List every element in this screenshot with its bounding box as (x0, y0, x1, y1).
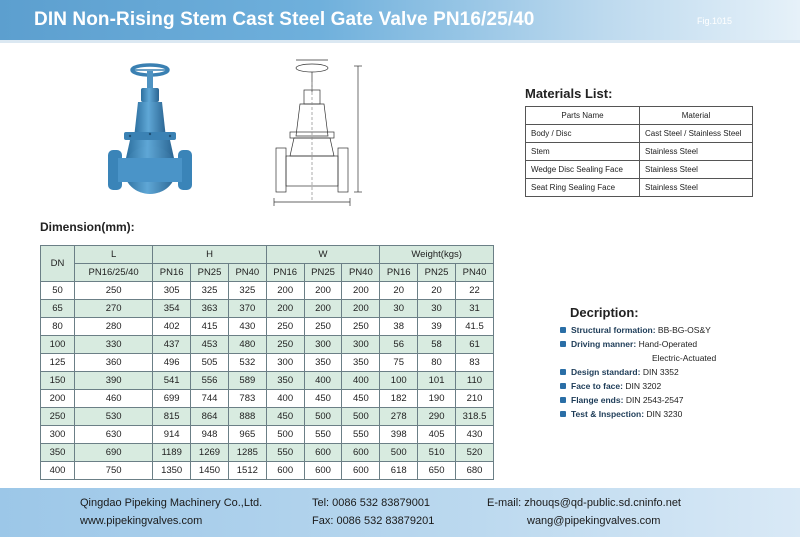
dim-cell: 450 (304, 390, 342, 408)
dim-cell: 453 (191, 336, 229, 354)
dim-cell: 460 (75, 390, 153, 408)
dim-cell: 30 (380, 300, 418, 318)
dim-cell: 39 (418, 318, 456, 336)
table-row (526, 179, 753, 197)
dim-cell: 50 (41, 282, 75, 300)
dim-cell: 100 (41, 336, 75, 354)
dim-header-w: W (266, 246, 380, 264)
table-row (41, 318, 494, 336)
dim-cell: 600 (342, 462, 380, 480)
dim-cell: 278 (380, 408, 418, 426)
company-name: Qingdao Pipeking Machinery Co.,Ltd. (80, 497, 263, 509)
dim-cell: 520 (455, 444, 493, 462)
dim-cell: 815 (153, 408, 191, 426)
website-link[interactable]: www.pipekingvalves.com (80, 515, 203, 527)
dim-cell: 550 (266, 444, 304, 462)
dim-cell: 330 (75, 336, 153, 354)
dim-cell: 150 (41, 372, 75, 390)
dim-subheader: PN16/25/40 (75, 264, 153, 282)
table-row (41, 300, 494, 318)
dim-cell: 354 (153, 300, 191, 318)
table-row (526, 143, 753, 161)
dimension-table (40, 245, 494, 480)
dim-cell: 300 (342, 336, 380, 354)
table-row (41, 390, 494, 408)
dim-cell: 250 (266, 336, 304, 354)
list-item: Structural formation: BB-BG-OS&Y (560, 323, 716, 337)
dim-cell: 305 (153, 282, 191, 300)
dim-cell: 360 (75, 354, 153, 372)
dim-cell: 914 (153, 426, 191, 444)
description-title: Decription: (570, 305, 639, 320)
table-row (41, 462, 494, 480)
dim-cell: 530 (75, 408, 153, 426)
dim-cell: 41.5 (455, 318, 493, 336)
dim-cell: 300 (41, 426, 75, 444)
dim-cell: 58 (418, 336, 456, 354)
list-item: Face to face: DIN 3202 (560, 379, 716, 393)
dim-cell: 437 (153, 336, 191, 354)
dim-cell: 363 (191, 300, 229, 318)
table-row (41, 282, 494, 300)
dim-cell: 783 (228, 390, 266, 408)
dim-cell: 200 (41, 390, 75, 408)
dim-subheader: PN16 (153, 264, 191, 282)
dim-cell: 600 (304, 444, 342, 462)
dim-cell: 500 (342, 408, 380, 426)
dim-cell: 200 (342, 282, 380, 300)
dim-cell: 20 (380, 282, 418, 300)
dim-header-l: L (75, 246, 153, 264)
dim-subheader: PN16 (266, 264, 304, 282)
dim-cell: 210 (455, 390, 493, 408)
header-divider (0, 40, 800, 43)
figure-number: Fig.1015 (696, 16, 732, 26)
table-row (41, 444, 494, 462)
dim-cell: 110 (455, 372, 493, 390)
dim-cell: 200 (266, 300, 304, 318)
list-item: Flange ends: DIN 2543-2547 (560, 393, 716, 407)
dim-cell: 600 (304, 462, 342, 480)
dim-cell: 250 (75, 282, 153, 300)
materials-header-material: Material (640, 107, 753, 125)
dim-cell: 750 (75, 462, 153, 480)
dim-cell: 398 (380, 426, 418, 444)
description-list (560, 323, 716, 421)
dim-cell: 480 (228, 336, 266, 354)
dim-table-body (41, 282, 494, 480)
valve-photo (100, 58, 220, 208)
dim-cell: 350 (266, 372, 304, 390)
dim-cell: 556 (191, 372, 229, 390)
email-link[interactable]: E-mail: zhouqs@qd-public.sd.cninfo.net (487, 497, 681, 509)
dim-cell: 290 (418, 408, 456, 426)
dim-header-dn: DN (41, 246, 75, 282)
dim-cell: 65 (41, 300, 75, 318)
dim-cell: 190 (418, 390, 456, 408)
dim-cell: 22 (455, 282, 493, 300)
dim-cell: 400 (342, 372, 380, 390)
email-link-secondary[interactable]: wang@pipekingvalves.com (527, 515, 661, 527)
dim-cell: 300 (266, 354, 304, 372)
materials-cell: Stainless Steel (640, 143, 753, 161)
dim-cell: 600 (342, 444, 380, 462)
dim-cell: 80 (418, 354, 456, 372)
page-title: DIN Non-Rising Stem Cast Steel Gate Valve PN16/25/40 (34, 9, 535, 30)
dim-cell: 100 (380, 372, 418, 390)
table-row (41, 408, 494, 426)
materials-cell: Stainless Steel (640, 179, 753, 197)
dim-subheader: PN40 (455, 264, 493, 282)
dim-cell: 101 (418, 372, 456, 390)
materials-cell: Wedge Disc Sealing Face (526, 161, 640, 179)
footer-bar (0, 488, 800, 537)
dim-cell: 402 (153, 318, 191, 336)
dim-cell: 500 (304, 408, 342, 426)
dim-cell: 125 (41, 354, 75, 372)
dim-cell: 948 (191, 426, 229, 444)
dim-cell: 589 (228, 372, 266, 390)
bullet-square-icon (560, 411, 566, 417)
dim-cell: 405 (418, 426, 456, 444)
dim-cell: 510 (418, 444, 456, 462)
dim-cell: 415 (191, 318, 229, 336)
valve-technical-drawing (270, 52, 370, 210)
dim-cell: 200 (304, 282, 342, 300)
dim-cell: 318.5 (455, 408, 493, 426)
fax: Fax: 0086 532 83879201 (312, 515, 435, 527)
dim-cell: 1450 (191, 462, 229, 480)
bullet-square-icon (560, 369, 566, 375)
dim-cell: 690 (75, 444, 153, 462)
dim-cell: 550 (304, 426, 342, 444)
dim-cell: 75 (380, 354, 418, 372)
dim-cell: 280 (75, 318, 153, 336)
dim-subheader: PN25 (191, 264, 229, 282)
dim-cell: 450 (266, 408, 304, 426)
dim-cell: 965 (228, 426, 266, 444)
dim-subheader: PN25 (304, 264, 342, 282)
table-row (41, 354, 494, 372)
dim-cell: 350 (41, 444, 75, 462)
dim-cell: 888 (228, 408, 266, 426)
dim-cell: 200 (342, 300, 380, 318)
dim-subheader: PN40 (342, 264, 380, 282)
dim-cell: 500 (266, 426, 304, 444)
dim-cell: 400 (304, 372, 342, 390)
dim-cell: 430 (228, 318, 266, 336)
dim-cell: 550 (342, 426, 380, 444)
dim-subheader: PN16 (380, 264, 418, 282)
header-bar (0, 0, 800, 40)
telephone: Tel: 0086 532 83879001 (312, 497, 431, 509)
dim-header-h: H (153, 246, 267, 264)
dim-cell: 300 (304, 336, 342, 354)
dim-cell: 630 (75, 426, 153, 444)
dim-cell: 30 (418, 300, 456, 318)
table-row (41, 372, 494, 390)
dim-cell: 1285 (228, 444, 266, 462)
bullet-square-icon (560, 383, 566, 389)
dim-cell: 505 (191, 354, 229, 372)
dim-cell: 618 (380, 462, 418, 480)
materials-cell: Seat Ring Sealing Face (526, 179, 640, 197)
materials-table (525, 106, 753, 197)
table-row (41, 426, 494, 444)
materials-title: Materials List: (525, 86, 613, 101)
dim-cell: 182 (380, 390, 418, 408)
materials-cell: Body / Disc (526, 125, 640, 143)
bullet-square-icon (560, 327, 566, 333)
dim-subheader-row (41, 264, 494, 282)
dim-cell: 390 (75, 372, 153, 390)
dim-cell: 1269 (191, 444, 229, 462)
dim-subheader: PN40 (228, 264, 266, 282)
dim-cell: 61 (455, 336, 493, 354)
dim-cell: 250 (342, 318, 380, 336)
dim-cell: 270 (75, 300, 153, 318)
dim-cell: 400 (41, 462, 75, 480)
dim-cell: 744 (191, 390, 229, 408)
dim-cell: 650 (418, 462, 456, 480)
dim-cell: 56 (380, 336, 418, 354)
dim-cell: 500 (380, 444, 418, 462)
dim-header-weight: Weight(kgs) (380, 246, 494, 264)
dim-cell: 325 (228, 282, 266, 300)
materials-cell: Cast Steel / Stainless Steel (640, 125, 753, 143)
dim-cell: 250 (304, 318, 342, 336)
dim-cell: 38 (380, 318, 418, 336)
dim-cell: 370 (228, 300, 266, 318)
dim-cell: 350 (304, 354, 342, 372)
dim-cell: 541 (153, 372, 191, 390)
table-row (526, 125, 753, 143)
dim-cell: 430 (455, 426, 493, 444)
materials-header-parts: Parts Name (526, 107, 640, 125)
dim-subheader: PN25 (418, 264, 456, 282)
dim-cell: 31 (455, 300, 493, 318)
materials-cell: Stainless Steel (640, 161, 753, 179)
dim-cell: 1350 (153, 462, 191, 480)
dim-cell: 532 (228, 354, 266, 372)
list-item: Driving manner: Hand-Operated (560, 337, 716, 351)
dim-cell: 200 (266, 282, 304, 300)
dim-cell: 83 (455, 354, 493, 372)
dim-cell: 400 (266, 390, 304, 408)
dim-cell: 496 (153, 354, 191, 372)
bullet-square-icon (560, 397, 566, 403)
dim-cell: 80 (41, 318, 75, 336)
dim-cell: 699 (153, 390, 191, 408)
dim-cell: 250 (41, 408, 75, 426)
dim-cell: 450 (342, 390, 380, 408)
dim-cell: 1512 (228, 462, 266, 480)
list-item: Design standard: DIN 3352 (560, 365, 716, 379)
dim-cell: 250 (266, 318, 304, 336)
dim-cell: 1189 (153, 444, 191, 462)
dimension-title: Dimension(mm): (40, 220, 135, 234)
list-item-continuation: Electric-Actuated (652, 353, 717, 363)
table-row (526, 161, 753, 179)
dim-cell: 864 (191, 408, 229, 426)
table-row (41, 336, 494, 354)
dim-cell: 200 (304, 300, 342, 318)
dim-cell: 600 (266, 462, 304, 480)
dim-cell: 350 (342, 354, 380, 372)
dim-cell: 680 (455, 462, 493, 480)
bullet-square-icon (560, 341, 566, 347)
list-item: Test & Inspection: DIN 3230 (560, 407, 716, 421)
dim-cell: 325 (191, 282, 229, 300)
dim-cell: 20 (418, 282, 456, 300)
materials-cell: Stem (526, 143, 640, 161)
